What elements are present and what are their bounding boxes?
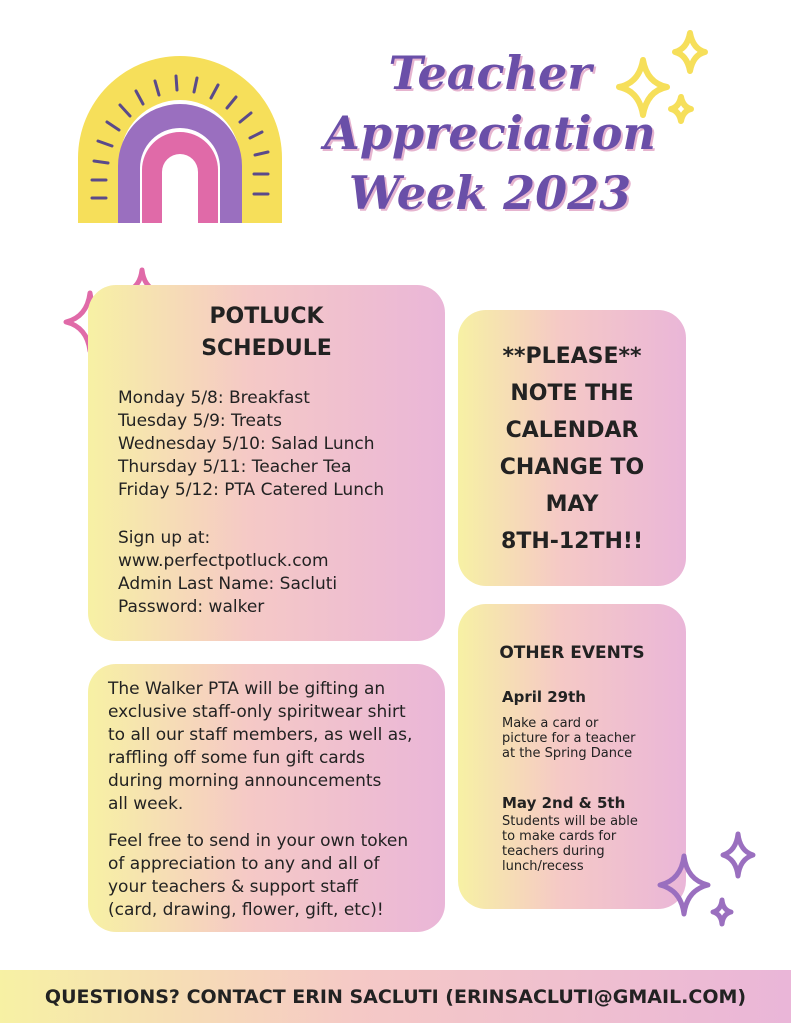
- contact-footer: [0, 970, 791, 1023]
- potluck-day: Tuesday 5/9: Treats: [118, 411, 282, 431]
- pta-line: during morning announcements: [108, 771, 382, 791]
- event-description: [502, 814, 638, 874]
- pta-line: (card, drawing, flower, gift, etc)!: [108, 900, 384, 920]
- event-line: picture for a teacher: [502, 731, 636, 746]
- title-line: Appreciation: [324, 106, 656, 160]
- potluck-heading: [88, 301, 445, 365]
- potluck-days: [118, 387, 384, 502]
- potluck-heading-line: POTLUCK: [209, 304, 324, 329]
- potluck-heading-line: SCHEDULE: [201, 336, 332, 361]
- pta-paragraph: [108, 678, 412, 816]
- potluck-schedule-card: [88, 285, 445, 641]
- event-date: April 29th: [502, 688, 586, 706]
- pta-message-card: [88, 664, 445, 932]
- contact-text: QUESTIONS? CONTACT ERIN SACLUTI (ERINSACLUTI@GMAIL.COM): [44, 985, 747, 1008]
- event-line: Make a card or: [502, 716, 599, 731]
- event-description: [502, 716, 635, 761]
- event-line: teachers during: [502, 844, 605, 859]
- calendar-notice-card: [458, 310, 686, 586]
- title-line: Week 2023: [348, 166, 632, 220]
- pta-line: Feel free to send in your own token: [108, 831, 409, 851]
- rainbow-icon: [70, 48, 290, 228]
- signup-line: Password: walker: [118, 597, 265, 617]
- other-events-heading: OTHER EVENTS: [499, 643, 645, 663]
- calendar-notice: [458, 338, 686, 560]
- notice-line: CHANGE TO: [499, 455, 645, 480]
- pta-paragraph: [108, 830, 408, 922]
- event-line: lunch/recess: [502, 859, 584, 874]
- signup-line: Sign up at:: [118, 528, 211, 548]
- pta-line: to all our staff members, as well as,: [108, 725, 413, 745]
- event-date: May 2nd & 5th: [502, 794, 626, 812]
- notice-line: CALENDAR: [505, 418, 639, 443]
- event-line: at the Spring Dance: [502, 746, 633, 761]
- potluck-day: Thursday 5/11: Teacher Tea: [118, 457, 352, 477]
- pta-line: exclusive staff-only spiritwear shirt: [108, 702, 406, 722]
- title-line: Teacher: [388, 46, 592, 100]
- sparkle-icon: [605, 25, 720, 140]
- pta-line: The Walker PTA will be gifting an: [108, 679, 386, 699]
- signup-link[interactable]: www.perfectpotluck.com: [118, 551, 329, 571]
- potluck-day: Monday 5/8: Breakfast: [118, 388, 310, 408]
- event-line: to make cards for: [502, 829, 617, 844]
- potluck-day: Wednesday 5/10: Salad Lunch: [118, 434, 375, 454]
- pta-line: raffling off some fun gift cards: [108, 748, 366, 768]
- notice-line: NOTE THE: [510, 381, 634, 406]
- pta-line: of appreciation to any and all of: [108, 854, 380, 874]
- pta-line: all week.: [108, 794, 184, 814]
- pta-line: your teachers & support staff: [108, 877, 358, 897]
- sparkle-icon: [652, 830, 767, 940]
- notice-line: 8TH-12TH!!: [501, 529, 643, 554]
- signup-line: Admin Last Name: Sacluti: [118, 574, 338, 594]
- notice-line: **PLEASE**: [502, 344, 642, 369]
- notice-line: MAY: [545, 492, 599, 517]
- event-line: Students will be able: [502, 814, 638, 829]
- potluck-day: Friday 5/12: PTA Catered Lunch: [118, 480, 385, 500]
- potluck-signup: [118, 527, 337, 619]
